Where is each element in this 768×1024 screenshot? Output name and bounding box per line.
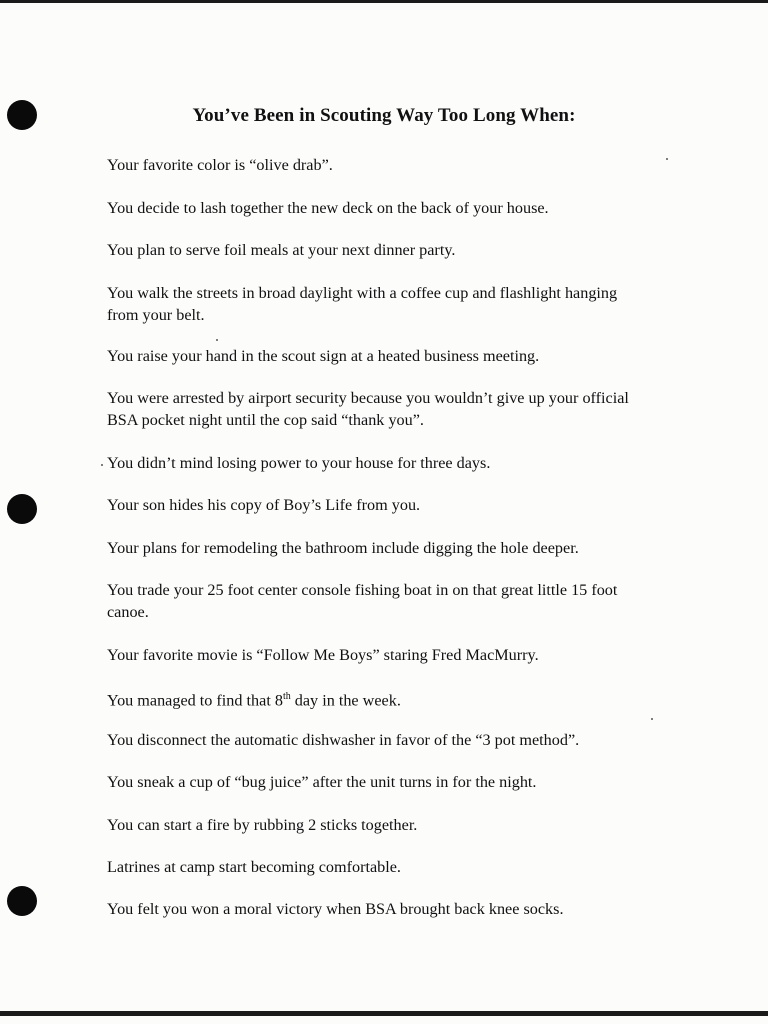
list-item-text: You managed to find that 8: [107, 691, 283, 710]
document-title: You’ve Been in Scouting Way Too Long When:: [192, 105, 576, 126]
scan-speck: [216, 339, 218, 341]
list-item: Your favorite movie is “Follow Me Boys” staring Fred MacMurry.: [107, 646, 539, 664]
list-item: Your favorite color is “olive drab”.: [107, 156, 333, 174]
list-item: You didn’t mind losing power to your house for three days.: [107, 454, 491, 472]
list-item: You raise your hand in the scout sign at a heated business meeting.: [107, 347, 540, 365]
scan-speck: [101, 464, 103, 466]
list-item-eighth-day: [107, 686, 647, 711]
list-item: You walk the streets in broad daylight with a coffee cup and flashlight hanging from your belt.: [107, 284, 618, 324]
list-item-text: day in the week.: [290, 691, 401, 710]
list-item: You were arrested by airport security because you wouldn’t give up your official BSA pocket night until the cop said “thank you”.: [107, 389, 629, 429]
page-bottom-edge: [0, 1011, 768, 1016]
list-item: You disconnect the automatic dishwasher in favor of the “3 pot method”.: [107, 731, 580, 749]
scan-speck: [651, 718, 653, 720]
superscript-suffix: th: [282, 691, 291, 702]
list-item: Latrines at camp start becoming comfortable.: [107, 858, 401, 876]
list-item: You trade your 25 foot center console fishing boat in on that great little 15 foot canoe.: [107, 581, 618, 621]
list-item: You can start a fire by rubbing 2 sticks together.: [107, 816, 418, 834]
list-item: You plan to serve foil meals at your next dinner party.: [107, 241, 456, 259]
list-item: You decide to lash together the new deck on the back of your house.: [107, 199, 549, 217]
page-top-edge: [0, 0, 768, 3]
scan-speck: [666, 158, 668, 160]
list-item: Your son hides his copy of Boy’s Life from you.: [107, 496, 421, 514]
punch-hole-bottom: [7, 886, 37, 916]
punch-hole-middle: [7, 494, 37, 524]
list-item: You felt you won a moral victory when BSA brought back knee socks.: [107, 900, 564, 918]
list-item: Your plans for remodeling the bathroom include digging the hole deeper.: [107, 539, 579, 557]
list-item: You sneak a cup of “bug juice” after the unit turns in for the night.: [107, 773, 537, 791]
